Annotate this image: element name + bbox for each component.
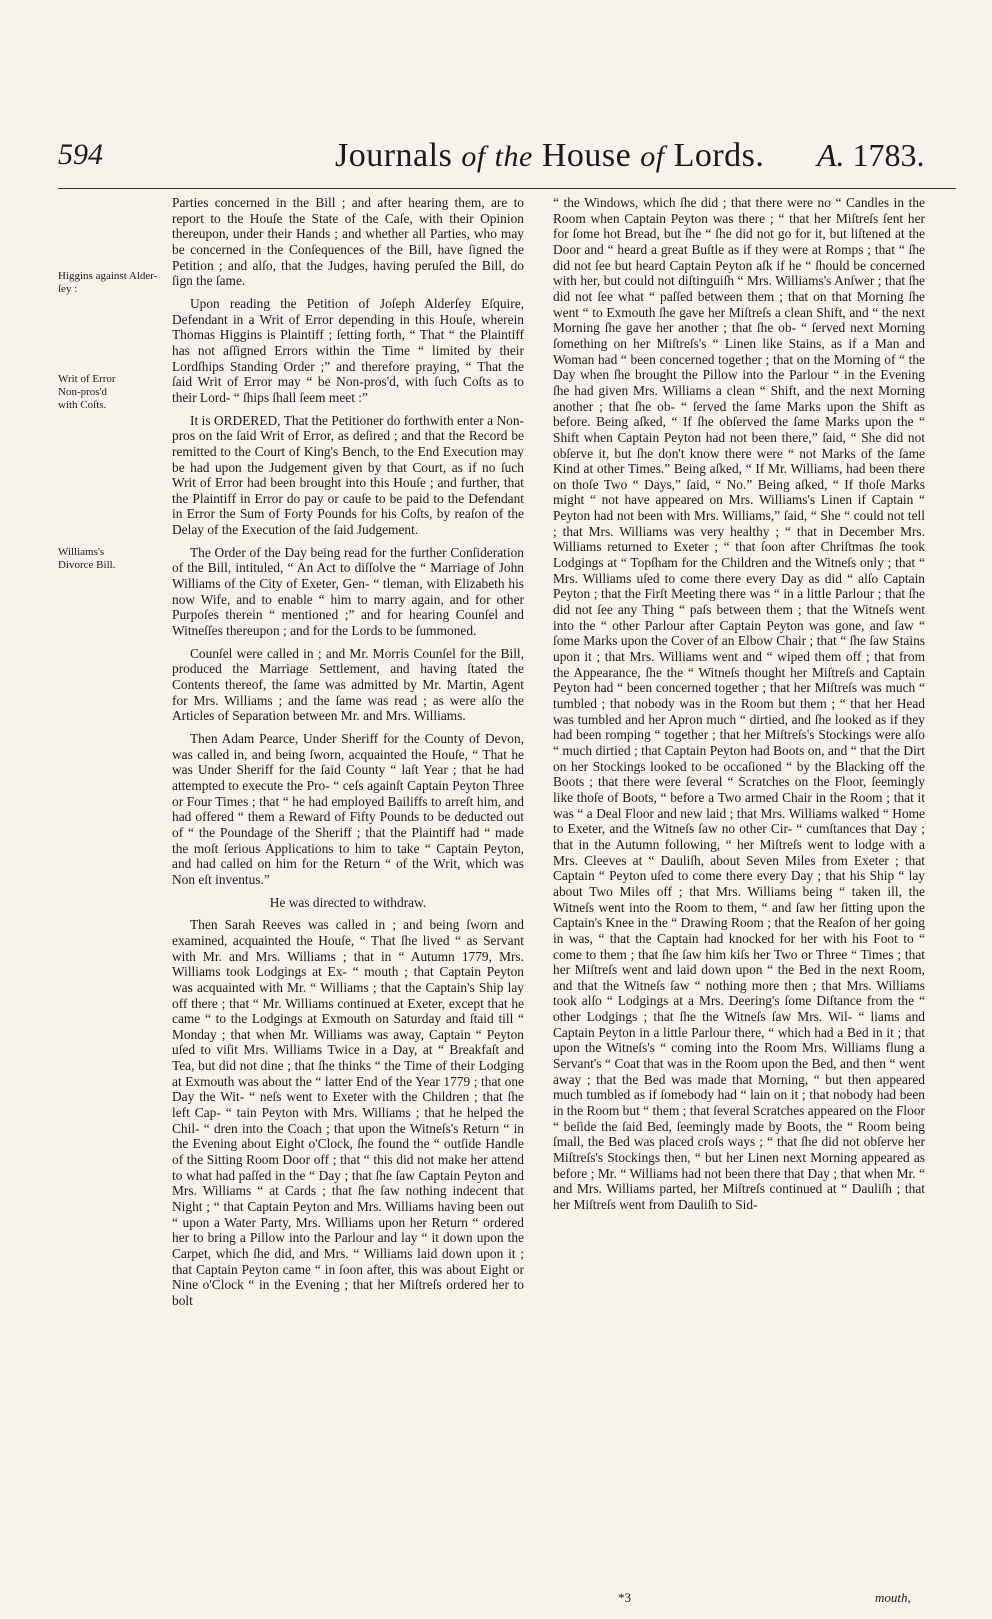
catchword: mouth, <box>875 1590 911 1605</box>
title-of-2: of <box>640 140 665 173</box>
left-column <box>172 195 524 1316</box>
margin-note-higgins: Higgins against Alder- ſey : <box>58 270 158 295</box>
paragraph: Parties concerned in the Bill ; and after hearing them, are to report to the Houſe the State of the Caſe, with their Opinion thereupon, under their Hands ; and whether all Parties, who may be concerned in the Conſequences of the Bill, have ſigned the Petition ; and alſo, that the Judges, having peruſed the Bill, do ſign the ſame. <box>172 195 524 289</box>
header-rule <box>58 188 956 189</box>
year-value: 1783. <box>852 137 925 173</box>
title-journals: Journals <box>335 137 453 174</box>
paragraph: Upon reading the Petition of Joſeph Alderſey Eſquire, Defendant in a Writ of Error depending in this Houſe, wherein Thomas Higgins is Plaintiff ; ſetting forth, “ That “ the Plaintiff has not aſſigned Errors within the Time “ limited by their Lordſhips Standing Order ;” and therefore praying, “ That the ſaid Writ of Error may “ be Non-pros'd, with ſuch Coſts as to their Lord- “ ſhips ſhall ſeem meet :” <box>172 295 524 405</box>
title-house: House <box>541 137 632 174</box>
page-number: 594 <box>58 138 103 171</box>
paragraph: Then Adam Pearce, Under Sheriff for the County of Devon, was called in, and being ſworn, acquainted the Houſe, “ That he was Under Sheriff for the ſaid County “ laſt Year ; that he had attempted to execute the Pro- “ ceſs againſt Captain Peyton Three or Four Times ; that “ he had employed Bailiffs to arreſt him, and had offered “ them a Reward of Fifty Pounds to be deducted out of “ the Poundage of the Sheriff ; that the Plaintiff had “ made the moſt ſerious Applications to him to take “ Captain Peyton, and had called on him for the Return “ of the Writ, which was Non eſt inventus.” <box>172 731 524 887</box>
paragraph: Then Sarah Reeves was called in ; and being ſworn and examined, acquainted the Houſe, “ That ſhe lived “ as Servant with Mr. and Mrs. Williams ; that in “ Autumn 1779, Mrs. Williams took Lodgings at Ex- “ mouth ; that Captain Peyton was acquainted with Mr. “ Williams ; that the Captain's Ship lay off there ; that “ Mr. Williams continued at Exeter, except that he came “ to the Lodgings at Exmouth on Saturday and ſtaid till “ Monday ; that when Mr. Williams was away, Captain “ Peyton uſed to viſit Mrs. Williams Twice in a Day, at “ Breakfaſt and Tea, but did not dine ; that ſhe thinks “ the Time of their Lodging at Exmouth was about the “ latter End of the Year 1779 ; that one Day the Wit- “ neſs went to Exeter with the Children ; that ſhe left Cap- “ tain Peyton with Mrs. Williams ; that he helped the Chil- “ dren into the Coach ; that upon the Witneſs's Return “ in the Evening about Eight o'Clock, ſhe found the “ outſide Handle of the Sitting Room Door off ; that “ this did not make her attend to what had paſſed in the “ Day ; that ſhe ſaw Captain Peyton and Mrs. Williams “ at Cards ; that ſhe ſaw nothing indecent that Night ; “ that Captain Peyton and Mrs. Williams having been out “ upon a Water Party, Mrs. Williams upon her Return “ ordered her to bring a Pillow into the Parlour and lay “ it down upon the Carpet, which ſhe did, and Mrs. “ Williams laid down upon it ; that Captain Peyton came “ in ſoon after, this was about Eight or Nine o'Clock “ in the Evening ; that her Miſtreſs ordered her to bolt <box>172 917 524 1308</box>
paragraph: Counſel were called in ; and Mr. Morris Counſel for the Bill, produced the Marriage Settlement, and having ſtated the Contents thereof, the ſame was admitted by Mr. Martin, Agent for Mrs. Williams ; and the ſame was read ; as were alſo the Articles of Separation between Mr. and Mrs. Williams. <box>172 645 524 724</box>
title-of: of <box>461 140 486 173</box>
right-column <box>553 195 925 1220</box>
title-lords: Lords. <box>673 137 765 174</box>
title-the: the <box>494 140 533 173</box>
year <box>817 137 925 174</box>
paragraph: It is ORDERED, That the Petitioner do forthwith enter a Non-pros on the ſaid Writ of Error, as deſired ; and that the Record be remitted to the Court of King's Bench, to the End Execution may be had upon the Judgement given by that Court, as if no ſuch Writ of Error had been brought into this Houſe ; and further, that the Plaintiff in Error do pay or cauſe to be paid to the Defendant in Error the Sum of Forty Pounds for his Coſts, by reaſon of the Delay of the Execution of the ſaid Judgement. <box>172 412 524 538</box>
paragraph: “ the Windows, which ſhe did ; that there were no “ Candles in the Room when Captain Peyton was there ; “ that her Miſtreſs ſent her for ſome hot Bread, but ſhe “ ſhe did not go for it, but liſtened at the Door and “ heard a great Buſtle as if they were at Romps ; that “ ſhe did not ſee but heard Captain Peyton aſk if he “ ſhould be concerned with her, but could not diſtinguiſh “ Mrs. Williams's Anſwer ; that ſhe did not ſee what “ paſſed between them ; that on that Morning ſhe went “ to Exmouth ſhe gave her Miſtreſs a clean Shift, and “ the next Morning ſhe gave her another ; that ſhe ob- “ ſerved next Morning ſomething on her Miſtreſs's “ Linen like Stains, as if a Man and Woman had “ been concerned together ; that on the Morning of “ the Day when ſhe brought the Pillow into the Parlour “ in the Evening ſhe had given Mrs. Williams a clean “ Shift, and the next Morning another ; that ſhe ob- “ ſerved the ſame Marks upon the Shift as before. Being aſked, “ If ſhe obſerved the ſame Marks upon the “ Shift when Captain Peyton had not been there,” ſaid, “ She did not obſerve it, but ſhe don't know there were “ not Marks of the ſame Kind at other Times.” Being aſked, “ If Mr. Williams, had been there on thoſe Two “ Days,” ſaid, “ No.” Being aſked, “ If thoſe Marks might “ not have appeared on Mrs. Williams's Linen if Captain “ Peyton had not been with Mrs. Williams,” ſaid, “ She “ could not tell ; that Mrs. Williams was very healthy ; “ that in December Mrs. Williams returned to Exeter ; “ that ſoon after Chriſtmas ſhe took Lodgings at “ Topſham for the Children and the Witneſs only ; that “ Mrs. Williams uſed to come there every Day as did “ alſo Captain Peyton ; that the Firſt Meeting there was “ in a little Parlour ; that ſhe did not ſee any Thing “ paſs between them ; that the Witneſs went into the “ other Parlour after Captain Peyton was gone, and ſaw “ ſome Marks upon the Cover of an Elbow Chair ; that “ ſhe ſaw Stains upon it ; that Mrs. Williams went and “ wiped them off ; that from the Appearance, ſhe the “ Witneſs thought her Miſtreſs and Captain Peyton had “ been concerned together ; that her Miſtreſs was much “ tumbled ; that nobody was in the Room but them ; “ that her Head was tumbled and her Apron much “ dirtied, and ſhe looked as if they had been romping “ together ; that her Miſtreſs's Stockings were alſo “ much dirtied ; that Captain Peyton had Boots on, and “ that the Dirt on her Stockings looked to be occaſioned “ by the Blacking off the Boots ; that there were ſeveral “ Scratches on the Floor, ſeemingly like thoſe of Boots, “ before a Two armed Chair in the Room ; that it was “ a Deal Floor and new laid ; that Mrs. Williams walked “ Home to Exeter, and the Witneſs ſaw no other Cir- “ cumſtances that Day ; that in the Autumn following, “ her Miſtreſs went to lodge with a Mrs. Cleeves at “ Dauliſh, about Seven Miles from Exeter ; that Captain “ Peyton uſed to come there every Day ; that his Ship “ lay about Two Miles off ; that Mrs. Williams being “ taken ill, the Witneſs went into the Room to them, “ and ſaw her ſitting upon the Captain's Knee in the “ Drawing Room ; that the Reaſon of her going in was, “ that the Captain had knocked for her with his Foot to “ come to them ; that ſhe ſaw him kiſs her Two or Three “ Times ; that her Miſtreſs went and laid down upon “ the Bed in the next Room, and that the Witneſs ſaw “ nothing more then ; that Mrs. Williams took alſo “ Lodgings at a Mrs. Deering's ſome Diſtance from the “ other Lodgings ; that ſhe the Witneſs ſaw Mrs. Wil- “ liams and Captain Peyton in a little Parlour there, “ which had a Bed in it ; that upon the Witneſs's “ coming into the Room Mrs. Williams flung a Servant's “ Coat that was in the Room upon the Bed, and then “ went away ; that the Bed was made that Morning, “ but then appeared much tumbled as if ſomebody had “ lain on it ; that nobody had been in the Room but “ them ; that ſeveral Scratches appeared on the Floor “ beſide the ſaid Bed, ſeemingly made by Boots, the “ Room being ſmall, the Bed was placed croſs ways ; “ that ſhe did not obſerve her Miſtreſs's Stockings then, “ but her Linen next Morning appeared as before ; Mr. “ Williams had not been there that Day ; that when Mr. “ and Mrs. Williams parted, her Miſtreſs continued at “ Dauliſh ; that her Miſtreſs went from Dauliſh to Sid- <box>553 195 925 1212</box>
paragraph: He was directed to withdraw. <box>269 894 427 910</box>
running-head <box>335 137 764 175</box>
paragraph: The Order of the Day being read for the further Conſideration of the Bill, intituled, “ An Act to diſſolve the “ Marriage of John Williams of the City of Exeter, Gen- “ tleman, with Elizabeth his now Wife, and to enable “ him to marry again, and for other Purpoſes therein “ mentioned ;” and for hearing Counſel and Witneſſes thereupon ; and for the Lords to be ſummoned. <box>172 544 524 639</box>
margin-note-williams: Williams's Divorce Bill. <box>58 546 116 571</box>
year-prefix: A. <box>817 137 845 173</box>
margin-note-writ: Writ of Error Non-pros'd with Coſts. <box>58 373 116 411</box>
signature-mark: *3 <box>618 1590 631 1605</box>
